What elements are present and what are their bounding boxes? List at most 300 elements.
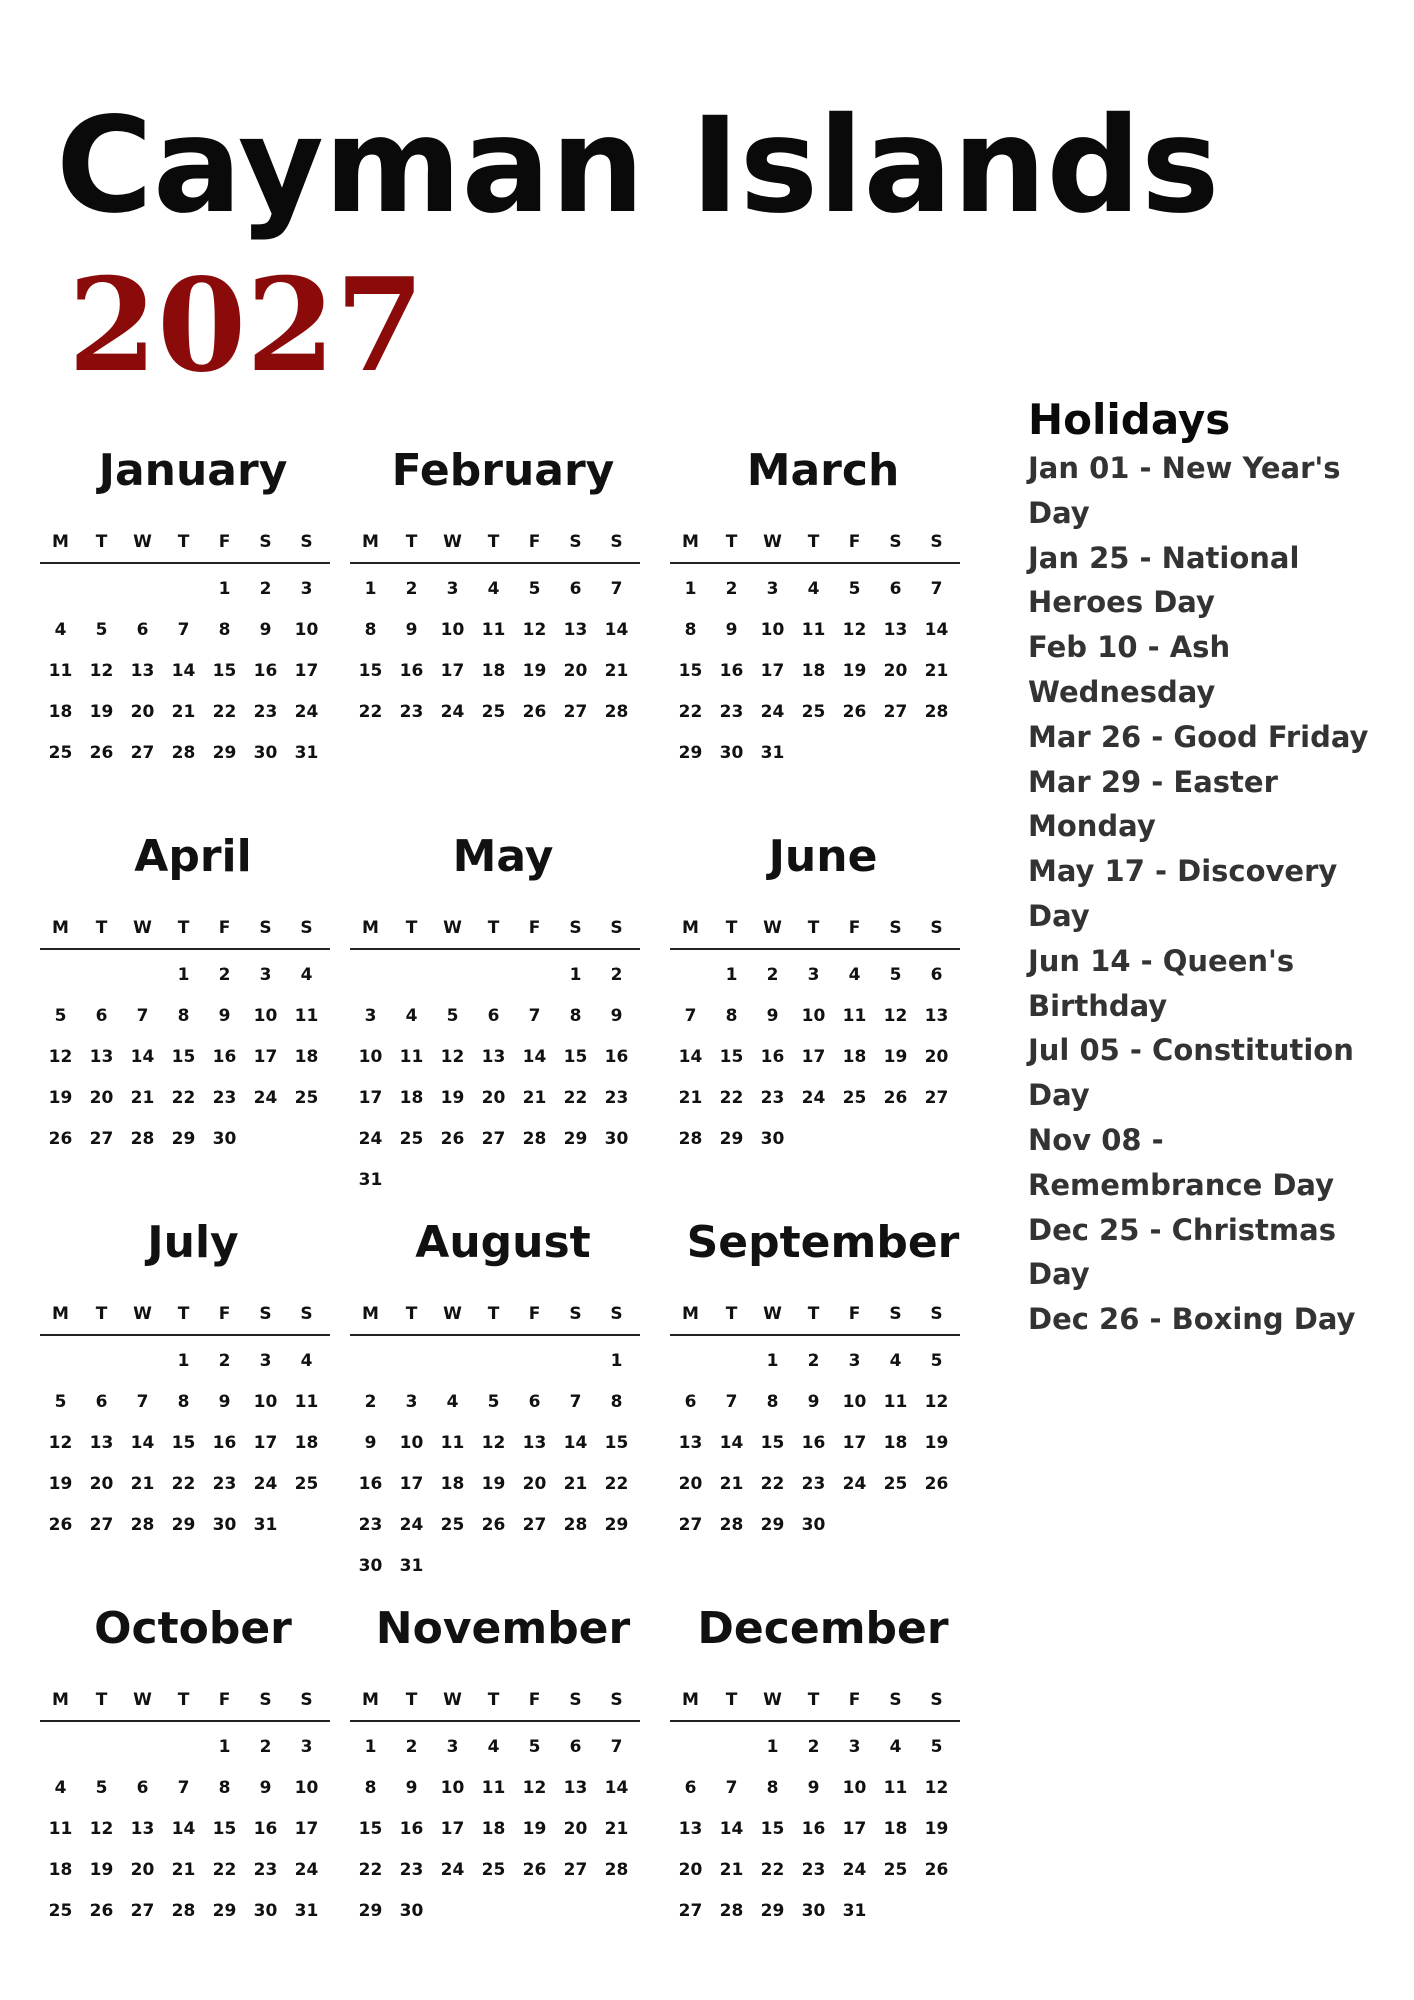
weekday-label: T [405,1690,418,1710]
day-cell: 1 [610,1351,623,1371]
day-cell: 20 [883,661,908,681]
day-cell: 12 [48,1433,73,1453]
day-cell: 18 [48,1860,73,1880]
day-cell: 6 [684,1392,697,1412]
day-cell: 13 [883,620,908,640]
day-cell: 30 [253,1901,278,1921]
day-cell: 24 [760,702,785,722]
weekday-label: T [95,1304,108,1324]
day-cell: 28 [563,1515,588,1535]
day-cell: 23 [604,1088,629,1108]
day-cell: 14 [522,1047,547,1067]
day-cell: 23 [399,702,424,722]
weekday-label: T [177,1690,190,1710]
empty-cell [81,1727,122,1768]
day-cell: 4 [487,579,500,599]
weekday-label: M [362,1304,379,1324]
weekday-label: T [405,918,418,938]
day-cell: 24 [253,1474,278,1494]
day-cell: 25 [883,1860,908,1880]
day-cell: 5 [487,1392,500,1412]
month-january [40,446,350,832]
day-cell: 31 [294,743,319,763]
weekday-label: W [133,1304,152,1324]
day-cell: 9 [766,1006,779,1026]
weekday-label: T [177,532,190,552]
empty-cell [122,1727,163,1768]
weekday-label: T [95,532,108,552]
weekday-header [670,522,960,564]
day-cell: 6 [889,579,902,599]
day-cell: 29 [678,743,703,763]
day-cell: 6 [136,620,149,640]
holiday-item: Jan 25 - National Heroes Day [1028,540,1300,620]
empty-cell [163,1727,204,1768]
day-cell: 22 [212,702,237,722]
day-cell: 30 [801,1515,826,1535]
day-cell: 11 [842,1006,867,1026]
day-cell: 31 [760,743,785,763]
day-cell: 7 [177,620,190,640]
day-cell: 12 [440,1047,465,1067]
day-cell: 18 [294,1433,319,1453]
empty-cell [122,1341,163,1382]
day-cell: 28 [171,743,196,763]
day-cell: 18 [48,702,73,722]
empty-cell [40,955,81,996]
day-cell: 21 [604,661,629,681]
weekday-label: S [610,1304,623,1324]
day-cell: 8 [569,1006,582,1026]
day-cell: 12 [48,1047,73,1067]
holiday-item: Feb 10 - Ash Wednesday [1028,630,1231,709]
day-cell: 25 [883,1474,908,1494]
day-cell: 26 [89,743,114,763]
day-cell: 17 [294,1819,319,1839]
weekday-label: M [362,1690,379,1710]
day-cell: 16 [212,1047,237,1067]
day-cell: 3 [300,579,313,599]
day-grid [670,569,960,774]
empty-cell [670,1727,711,1768]
day-cell: 1 [177,965,190,985]
day-cell: 12 [89,1819,114,1839]
month-may [350,832,670,1218]
day-cell: 9 [218,1392,231,1412]
day-cell: 3 [766,579,779,599]
empty-cell [711,1727,752,1768]
weekday-label: S [259,918,272,938]
day-cell: 26 [522,702,547,722]
day-cell: 30 [212,1129,237,1149]
day-cell: 7 [569,1392,582,1412]
day-cell: 21 [563,1474,588,1494]
weekday-label: W [763,1304,782,1324]
day-cell: 17 [399,1474,424,1494]
day-cell: 19 [924,1819,949,1839]
day-cell: 22 [171,1474,196,1494]
weekday-label: S [300,918,313,938]
day-cell: 16 [604,1047,629,1067]
day-cell: 7 [610,1737,623,1757]
day-cell: 14 [604,620,629,640]
day-cell: 9 [259,1778,272,1798]
day-cell: 13 [563,620,588,640]
weekday-label: T [725,1304,738,1324]
weekday-label: T [725,532,738,552]
day-cell: 6 [930,965,943,985]
day-cell: 1 [684,579,697,599]
day-cell: 27 [130,743,155,763]
weekday-header [670,1680,960,1722]
day-cell: 8 [218,620,231,640]
day-cell: 13 [522,1433,547,1453]
weekday-label: F [218,1690,231,1710]
weekday-label: M [52,1690,69,1710]
day-cell: 16 [801,1819,826,1839]
day-cell: 11 [48,1819,73,1839]
day-cell: 25 [481,702,506,722]
month-name: February [391,445,615,496]
empty-cell [350,955,391,996]
day-cell: 28 [130,1129,155,1149]
day-cell: 8 [364,1778,377,1798]
day-cell: 25 [48,743,73,763]
day-cell: 7 [136,1392,149,1412]
day-grid [40,569,330,774]
empty-cell [555,1341,596,1382]
day-cell: 5 [95,620,108,640]
weekday-label: F [218,918,231,938]
weekday-header [350,1294,640,1336]
day-cell: 25 [481,1860,506,1880]
weekday-label: S [610,532,623,552]
day-cell: 1 [218,1737,231,1757]
day-cell: 30 [801,1901,826,1921]
day-grid [350,569,640,733]
empty-cell [514,955,555,996]
day-cell: 10 [294,1778,319,1798]
day-cell: 7 [177,1778,190,1798]
day-cell: 26 [440,1129,465,1149]
day-cell: 30 [253,743,278,763]
day-cell: 1 [177,1351,190,1371]
day-cell: 10 [801,1006,826,1026]
day-cell: 25 [294,1088,319,1108]
day-cell: 10 [760,620,785,640]
day-cell: 29 [563,1129,588,1149]
day-cell: 20 [130,1860,155,1880]
day-cell: 5 [95,1778,108,1798]
day-grid [670,955,960,1160]
day-cell: 9 [405,620,418,640]
day-cell: 22 [760,1474,785,1494]
weekday-label: S [300,1304,313,1324]
day-cell: 29 [171,1129,196,1149]
day-cell: 7 [684,1006,697,1026]
day-cell: 24 [440,1860,465,1880]
day-cell: 14 [719,1433,744,1453]
day-cell: 15 [760,1819,785,1839]
day-cell: 25 [842,1088,867,1108]
day-cell: 12 [883,1006,908,1026]
day-cell: 14 [130,1047,155,1067]
weekday-label: S [259,1690,272,1710]
day-cell: 2 [259,579,272,599]
day-cell: 4 [807,579,820,599]
weekday-label: S [610,1690,623,1710]
weekday-label: S [930,1304,943,1324]
day-cell: 23 [253,702,278,722]
day-cell: 16 [358,1474,383,1494]
weekday-header [350,908,640,950]
month-october [40,1604,350,1990]
day-cell: 3 [364,1006,377,1026]
weekday-header [40,908,330,950]
day-cell: 13 [563,1778,588,1798]
day-cell: 19 [48,1474,73,1494]
weekday-label: S [930,532,943,552]
day-cell: 19 [440,1088,465,1108]
weekday-label: M [362,532,379,552]
day-cell: 1 [364,579,377,599]
weekday-label: T [177,1304,190,1324]
day-cell: 30 [212,1515,237,1535]
holiday-item: Mar 29 - Easter Monday [1028,764,1278,844]
empty-cell [40,569,81,610]
day-cell: 28 [719,1901,744,1921]
day-cell: 28 [604,702,629,722]
weekday-label: S [259,532,272,552]
weekday-label: S [300,1690,313,1710]
day-cell: 31 [399,1556,424,1576]
day-cell: 15 [171,1047,196,1067]
weekday-header [40,1680,330,1722]
year-label: 2027 [68,251,425,401]
day-cell: 28 [130,1515,155,1535]
month-name: January [98,445,288,496]
day-grid [350,1727,640,1932]
month-name: April [134,831,252,882]
day-cell: 8 [177,1392,190,1412]
empty-cell [163,569,204,610]
day-cell: 13 [678,1819,703,1839]
day-cell: 3 [259,965,272,985]
day-grid [40,1341,330,1546]
holiday-item: Dec 26 - Boxing Day [1028,1302,1356,1337]
month-name: September [686,1217,960,1268]
day-cell: 3 [848,1737,861,1757]
day-cell: 27 [883,702,908,722]
day-cell: 1 [766,1351,779,1371]
day-cell: 24 [842,1860,867,1880]
weekday-label: M [362,918,379,938]
weekday-label: S [930,1690,943,1710]
day-cell: 13 [924,1006,949,1026]
day-cell: 8 [684,620,697,640]
holiday-item: Jun 14 - Queen's Birthday [1028,943,1295,1023]
day-cell: 22 [171,1088,196,1108]
day-cell: 13 [89,1047,114,1067]
weekday-label: W [133,532,152,552]
day-cell: 17 [842,1819,867,1839]
empty-cell [122,955,163,996]
day-cell: 14 [171,661,196,681]
day-cell: 26 [924,1474,949,1494]
empty-cell [81,1341,122,1382]
day-cell: 28 [522,1129,547,1149]
day-cell: 27 [522,1515,547,1535]
day-cell: 31 [358,1170,383,1190]
day-cell: 31 [253,1515,278,1535]
day-cell: 26 [48,1515,73,1535]
day-cell: 23 [399,1860,424,1880]
day-cell: 25 [801,702,826,722]
weekday-label: W [133,918,152,938]
day-cell: 10 [399,1433,424,1453]
holiday-item: Jan 01 - New Year's Day [1028,451,1341,530]
day-cell: 3 [446,579,459,599]
weekday-label: M [52,1304,69,1324]
day-cell: 27 [130,1901,155,1921]
day-cell: 19 [883,1047,908,1067]
day-cell: 18 [801,661,826,681]
day-cell: 15 [358,661,383,681]
day-cell: 17 [842,1433,867,1453]
day-cell: 21 [719,1474,744,1494]
day-cell: 10 [842,1392,867,1412]
day-cell: 15 [719,1047,744,1067]
day-cell: 20 [89,1474,114,1494]
day-cell: 10 [440,620,465,640]
day-cell: 2 [364,1392,377,1412]
day-cell: 27 [924,1088,949,1108]
day-cell: 10 [253,1006,278,1026]
day-cell: 28 [604,1860,629,1880]
day-cell: 8 [725,1006,738,1026]
day-cell: 1 [218,579,231,599]
empty-cell [473,955,514,996]
day-cell: 27 [678,1515,703,1535]
day-cell: 17 [253,1047,278,1067]
weekday-label: W [763,532,782,552]
weekday-label: T [725,918,738,938]
day-cell: 21 [130,1088,155,1108]
day-cell: 3 [848,1351,861,1371]
day-cell: 21 [522,1088,547,1108]
empty-cell [122,569,163,610]
weekday-label: T [807,1304,820,1324]
month-name: May [452,831,554,882]
month-december [670,1604,990,1990]
weekday-label: T [95,1690,108,1710]
day-cell: 6 [684,1778,697,1798]
day-cell: 12 [89,661,114,681]
day-cell: 21 [719,1860,744,1880]
day-cell: 12 [522,620,547,640]
holiday-item: Nov 08 - Remembrance Day [1028,1122,1334,1202]
day-cell: 6 [95,1392,108,1412]
day-grid [350,955,640,1201]
day-cell: 30 [358,1556,383,1576]
day-cell: 13 [89,1433,114,1453]
weekday-label: F [848,1304,861,1324]
day-cell: 10 [842,1778,867,1798]
day-cell: 17 [294,661,319,681]
day-cell: 2 [259,1737,272,1757]
month-name: March [746,445,900,496]
weekday-label: F [848,918,861,938]
day-cell: 10 [358,1047,383,1067]
day-cell: 2 [610,965,623,985]
empty-cell [432,1341,473,1382]
day-cell: 23 [719,702,744,722]
month-name: August [415,1217,591,1268]
day-cell: 19 [89,1860,114,1880]
day-cell: 1 [725,965,738,985]
day-cell: 2 [766,965,779,985]
month-name: November [375,1603,631,1654]
day-cell: 9 [807,1392,820,1412]
day-cell: 28 [678,1129,703,1149]
month-march [670,446,990,832]
day-cell: 14 [130,1433,155,1453]
day-cell: 9 [725,620,738,640]
day-cell: 4 [487,1737,500,1757]
holiday-item: Mar 26 - Good Friday [1028,719,1369,754]
day-cell: 15 [678,661,703,681]
day-cell: 17 [440,661,465,681]
day-cell: 12 [842,620,867,640]
day-cell: 7 [930,579,943,599]
weekday-label: T [487,918,500,938]
day-cell: 11 [883,1778,908,1798]
day-cell: 25 [294,1474,319,1494]
weekday-label: S [569,1304,582,1324]
weekday-label: W [443,532,462,552]
day-cell: 14 [604,1778,629,1798]
weekday-label: T [807,918,820,938]
day-cell: 5 [889,965,902,985]
day-cell: 15 [212,1819,237,1839]
day-cell: 12 [522,1778,547,1798]
day-cell: 13 [481,1047,506,1067]
day-cell: 27 [563,702,588,722]
weekday-label: T [725,1690,738,1710]
day-cell: 27 [89,1129,114,1149]
weekday-label: S [889,1304,902,1324]
weekday-label: T [95,918,108,938]
day-cell: 11 [481,1778,506,1798]
day-cell: 6 [136,1778,149,1798]
day-cell: 24 [294,702,319,722]
holidays-title: Holidays [1028,395,1231,444]
holiday-item: Dec 25 - Christmas Day [1028,1212,1336,1292]
day-cell: 11 [481,620,506,640]
day-cell: 10 [253,1392,278,1412]
day-cell: 15 [563,1047,588,1067]
day-cell: 8 [218,1778,231,1798]
empty-cell [711,1341,752,1382]
day-cell: 16 [719,661,744,681]
day-cell: 22 [563,1088,588,1108]
day-cell: 23 [358,1515,383,1535]
day-cell: 5 [930,1737,943,1757]
day-cell: 6 [487,1006,500,1026]
empty-cell [432,955,473,996]
day-cell: 3 [259,1351,272,1371]
calendar-grid [40,446,990,1990]
